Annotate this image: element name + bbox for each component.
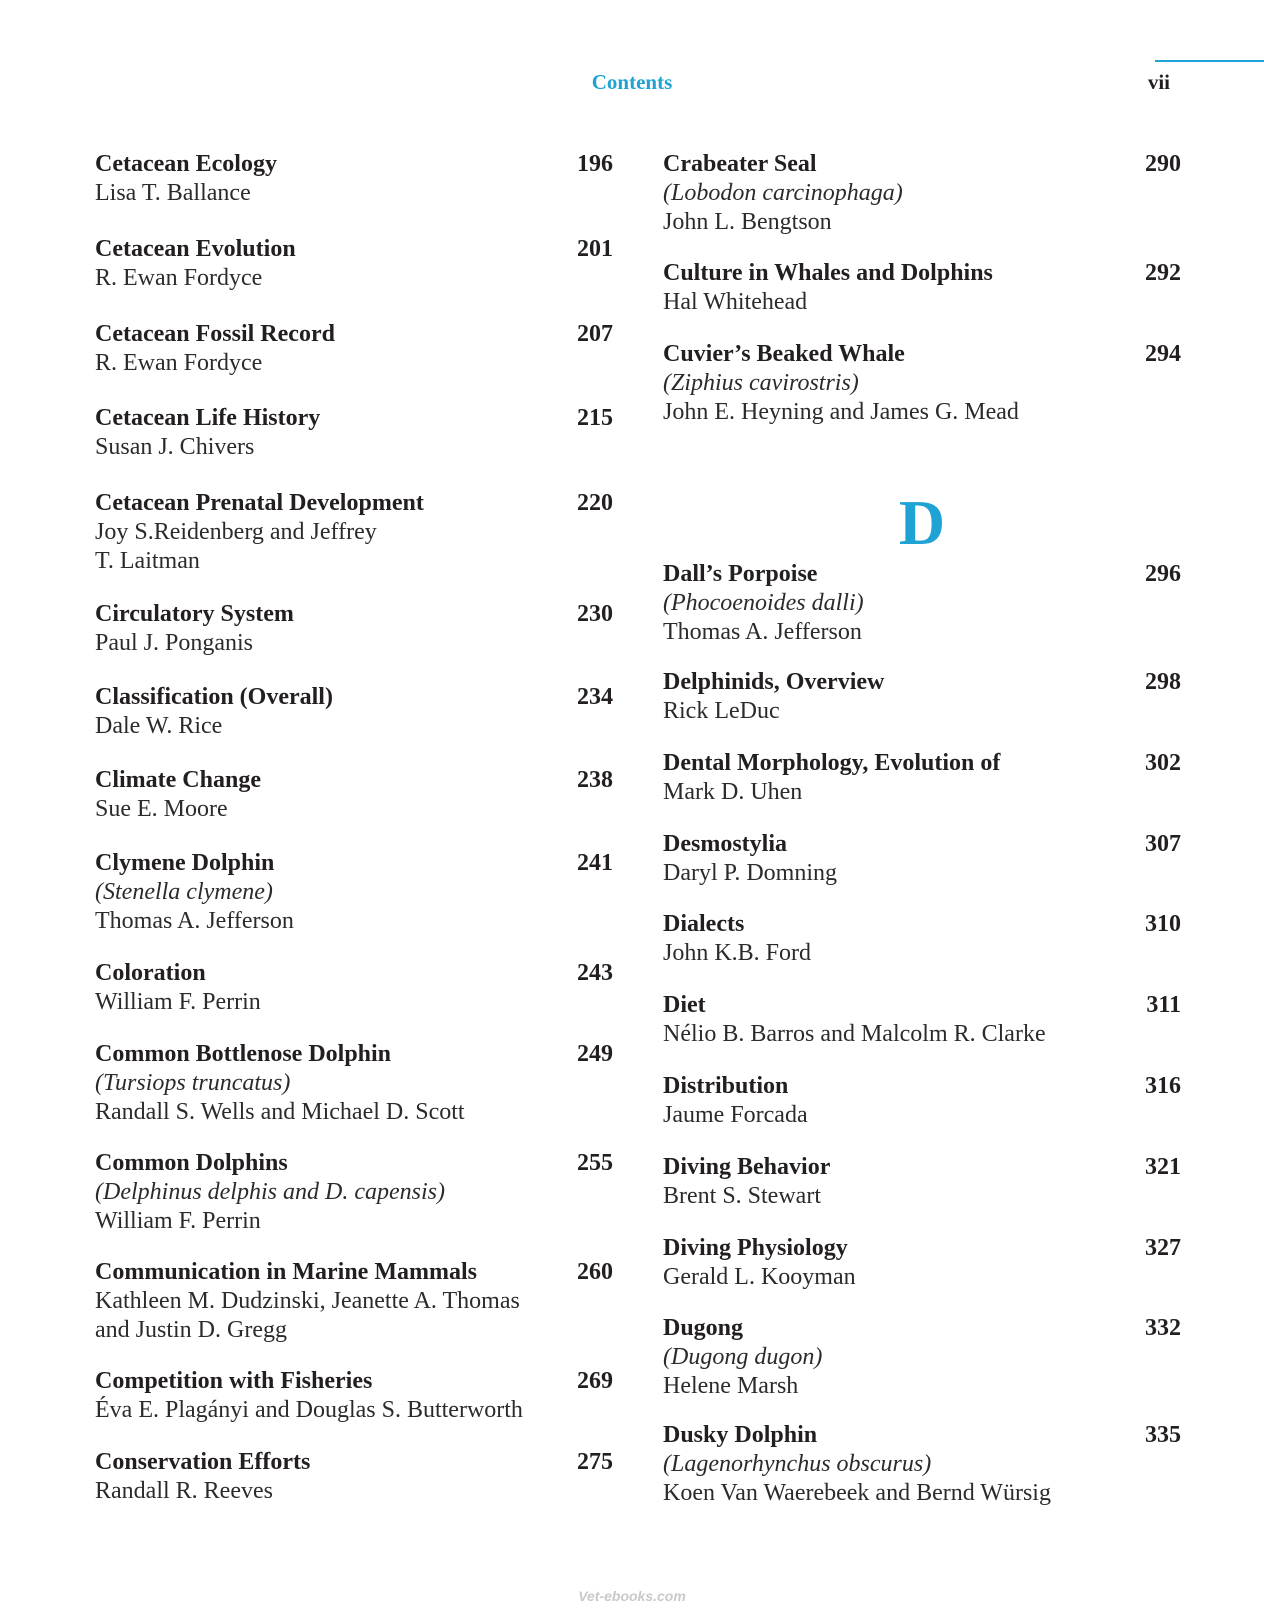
- entry-authors: Rick LeDuc: [663, 698, 780, 724]
- entry-authors: Thomas A. Jefferson: [95, 908, 294, 934]
- entry-page-number: 201: [577, 236, 613, 262]
- entry-title: Coloration: [95, 960, 206, 986]
- entry-page-number: 321: [1145, 1154, 1181, 1180]
- toc-entry: [95, 600, 613, 658]
- entry-species: (Delphinus delphis and D. capensis): [95, 1179, 445, 1205]
- entry-title: Common Dolphins: [95, 1150, 288, 1176]
- entry-authors: Hal Whitehead: [663, 289, 808, 315]
- toc-entry: [663, 150, 1181, 237]
- entry-page-number: 310: [1145, 911, 1181, 937]
- entry-authors: John E. Heyning and James G. Mead: [663, 399, 1019, 425]
- entry-title: Desmostylia: [663, 831, 787, 857]
- toc-entry: [663, 1234, 1181, 1292]
- entry-authors: R. Ewan Fordyce: [95, 350, 263, 376]
- entry-authors: Mark D. Uhen: [663, 779, 803, 805]
- entry-page-number: 238: [577, 767, 613, 793]
- toc-title-row: [95, 1448, 613, 1477]
- entry-authors: William F. Perrin: [95, 989, 261, 1015]
- toc-entry: [95, 1040, 613, 1127]
- entry-authors: Helene Marsh: [663, 1373, 799, 1399]
- entry-authors: Daryl P. Domning: [663, 860, 837, 886]
- entry-page-number: 275: [577, 1449, 613, 1475]
- entry-title: Dugong: [663, 1315, 744, 1341]
- entry-title: Cetacean Life History: [95, 405, 321, 431]
- entry-page-number: 243: [577, 960, 613, 986]
- toc-title-row: [663, 830, 1181, 859]
- toc-title-row: [663, 668, 1181, 697]
- entry-page-number: 215: [577, 405, 613, 431]
- toc-entry: [663, 668, 1181, 726]
- entry-page-number: 260: [577, 1259, 613, 1285]
- entry-species: (Dugong dugon): [663, 1344, 823, 1370]
- entry-authors: John K.B. Ford: [663, 940, 812, 966]
- entry-title: Dental Morphology, Evolution of: [663, 750, 1001, 776]
- entry-authors: Koen Van Waerebeek and Bernd Würsig: [663, 1480, 1051, 1506]
- entry-authors: Éva E. Plagányi and Douglas S. Butterworth: [95, 1397, 523, 1423]
- toc-title-row: [663, 1314, 1181, 1343]
- toc-title-row: [663, 150, 1181, 179]
- toc-entry: [663, 1153, 1181, 1211]
- entry-page-number: 298: [1145, 669, 1181, 695]
- entry-page-number: 230: [577, 601, 613, 627]
- toc-entry: [663, 259, 1181, 317]
- toc-entry: [95, 959, 613, 1017]
- header-rule: [1155, 60, 1264, 62]
- entry-authors: Kathleen M. Dudzinski, Jeanette A. Thomas: [95, 1288, 520, 1314]
- entry-page-number: 294: [1145, 341, 1181, 367]
- toc-entry: [663, 910, 1181, 968]
- toc-entry: [95, 150, 613, 208]
- entry-page-number: 234: [577, 684, 613, 710]
- entry-authors: R. Ewan Fordyce: [95, 265, 263, 291]
- entry-species: (Stenella clymene): [95, 879, 273, 905]
- toc-entry: [663, 991, 1181, 1049]
- toc-title-row: [95, 320, 613, 349]
- entry-authors: Lisa T. Ballance: [95, 180, 251, 206]
- entry-title: Cetacean Evolution: [95, 236, 296, 262]
- toc-entry: [663, 1421, 1181, 1508]
- entry-title: Clymene Dolphin: [95, 850, 275, 876]
- toc-entry: [95, 320, 613, 378]
- entry-authors: and Justin D. Gregg: [95, 1317, 287, 1343]
- entry-title: Climate Change: [95, 767, 261, 793]
- section-letter: D: [898, 487, 946, 558]
- entry-page-number: 290: [1145, 151, 1181, 177]
- entry-page-number: 316: [1145, 1073, 1181, 1099]
- entry-title: Dall’s Porpoise: [663, 561, 818, 587]
- entry-page-number: 269: [577, 1368, 613, 1394]
- entry-page-number: 207: [577, 321, 613, 347]
- toc-entry: [663, 340, 1181, 427]
- entry-page-number: 241: [577, 850, 613, 876]
- toc-title-row: [663, 1421, 1181, 1450]
- toc-entry: [95, 683, 613, 741]
- entry-title: Crabeater Seal: [663, 151, 817, 177]
- entry-title: Diving Behavior: [663, 1154, 831, 1180]
- toc-entry: [95, 849, 613, 936]
- toc-title-row: [95, 849, 613, 878]
- toc-entry: [663, 560, 1181, 647]
- entry-page-number: 332: [1145, 1315, 1181, 1341]
- entry-title: Distribution: [663, 1073, 789, 1099]
- entry-title: Diet: [663, 992, 706, 1018]
- entry-title: Classification (Overall): [95, 684, 333, 710]
- toc-title-row: [95, 683, 613, 712]
- entry-title: Cetacean Ecology: [95, 151, 277, 177]
- entry-species: (Ziphius cavirostris): [663, 370, 859, 396]
- toc-title-row: [663, 991, 1181, 1020]
- toc-title-row: [95, 235, 613, 264]
- entry-authors: Paul J. Ponganis: [95, 630, 254, 656]
- toc-title-row: [663, 749, 1181, 778]
- entry-page-number: 311: [1146, 992, 1181, 1018]
- toc-title-row: [663, 1153, 1181, 1182]
- toc-entry: [663, 749, 1181, 807]
- entry-title: Cuvier’s Beaked Whale: [663, 341, 905, 367]
- toc-title-row: [95, 959, 613, 988]
- entry-authors: Randall R. Reeves: [95, 1478, 273, 1504]
- toc-entry: [663, 1314, 1181, 1401]
- entry-authors: Brent S. Stewart: [663, 1183, 821, 1209]
- entry-title: Diving Physiology: [663, 1235, 848, 1261]
- entry-authors: Gerald L. Kooyman: [663, 1264, 856, 1290]
- toc-entry: [95, 235, 613, 293]
- entry-authors: Joy S.Reidenberg and Jeffrey: [95, 519, 377, 545]
- toc-title-row: [95, 766, 613, 795]
- toc-title-row: [95, 1040, 613, 1069]
- toc-title-row: [95, 600, 613, 629]
- toc-title-row: [663, 259, 1181, 288]
- toc-entry: [95, 1149, 613, 1236]
- toc-entry: [95, 1367, 613, 1425]
- toc-title-row: [663, 560, 1181, 589]
- entry-page-number: 296: [1145, 561, 1181, 587]
- entry-authors: Susan J. Chivers: [95, 434, 255, 460]
- entry-title: Cetacean Prenatal Development: [95, 490, 424, 516]
- toc-title-row: [95, 489, 613, 518]
- entry-title: Cetacean Fossil Record: [95, 321, 335, 347]
- entry-authors: William F. Perrin: [95, 1208, 261, 1234]
- entry-authors: T. Laitman: [95, 548, 200, 574]
- toc-entry: [95, 404, 613, 462]
- entry-title: Culture in Whales and Dolphins: [663, 260, 993, 286]
- entry-page-number: 255: [577, 1150, 613, 1176]
- entry-title: Circulatory System: [95, 601, 294, 627]
- toc-entry: [95, 489, 613, 576]
- entry-authors: Sue E. Moore: [95, 796, 228, 822]
- toc-title-row: [95, 1258, 613, 1287]
- entry-page-number: 327: [1145, 1235, 1181, 1261]
- page-number: vii: [1147, 70, 1170, 94]
- toc-title-row: [95, 150, 613, 179]
- entry-title: Delphinids, Overview: [663, 669, 885, 695]
- entry-species: (Lobodon carcinophaga): [663, 180, 903, 206]
- running-head: Contents: [591, 70, 673, 94]
- entry-page-number: 220: [577, 490, 613, 516]
- entry-title: Dialects: [663, 911, 745, 937]
- toc-entry: [95, 766, 613, 824]
- toc-title-row: [663, 1072, 1181, 1101]
- entry-species: (Phocoenoides dalli): [663, 590, 864, 616]
- entry-species: (Tursiops truncatus): [95, 1070, 291, 1096]
- toc-entry: [95, 1258, 613, 1345]
- entry-page-number: 249: [577, 1041, 613, 1067]
- watermark: Vet-ebooks.com: [578, 1588, 686, 1604]
- entry-page-number: 307: [1145, 831, 1181, 857]
- entry-title: Common Bottlenose Dolphin: [95, 1041, 392, 1067]
- toc-title-row: [663, 340, 1181, 369]
- toc-title-row: [95, 404, 613, 433]
- entry-title: Communication in Marine Mammals: [95, 1259, 477, 1285]
- toc-entry: [663, 1072, 1181, 1130]
- entry-page-number: 196: [577, 151, 613, 177]
- toc-title-row: [95, 1367, 613, 1396]
- entry-authors: Randall S. Wells and Michael D. Scott: [95, 1099, 465, 1125]
- entry-title: Dusky Dolphin: [663, 1422, 818, 1448]
- toc-entry: [663, 830, 1181, 888]
- toc-title-row: [663, 910, 1181, 939]
- entry-title: Competition with Fisheries: [95, 1368, 373, 1394]
- toc-title-row: [663, 1234, 1181, 1263]
- entry-authors: Thomas A. Jefferson: [663, 619, 862, 645]
- entry-species: (Lagenorhynchus obscurus): [663, 1451, 932, 1477]
- entry-authors: Nélio B. Barros and Malcolm R. Clarke: [663, 1021, 1046, 1047]
- entry-page-number: 302: [1145, 750, 1181, 776]
- entry-page-number: 292: [1145, 260, 1181, 286]
- toc-title-row: [95, 1149, 613, 1178]
- entry-page-number: 335: [1145, 1422, 1181, 1448]
- entry-authors: Dale W. Rice: [95, 713, 223, 739]
- toc-entry: [95, 1448, 613, 1506]
- entry-authors: Jaume Forcada: [663, 1102, 808, 1128]
- entry-authors: John L. Bengtson: [663, 209, 832, 235]
- entry-title: Conservation Efforts: [95, 1449, 311, 1475]
